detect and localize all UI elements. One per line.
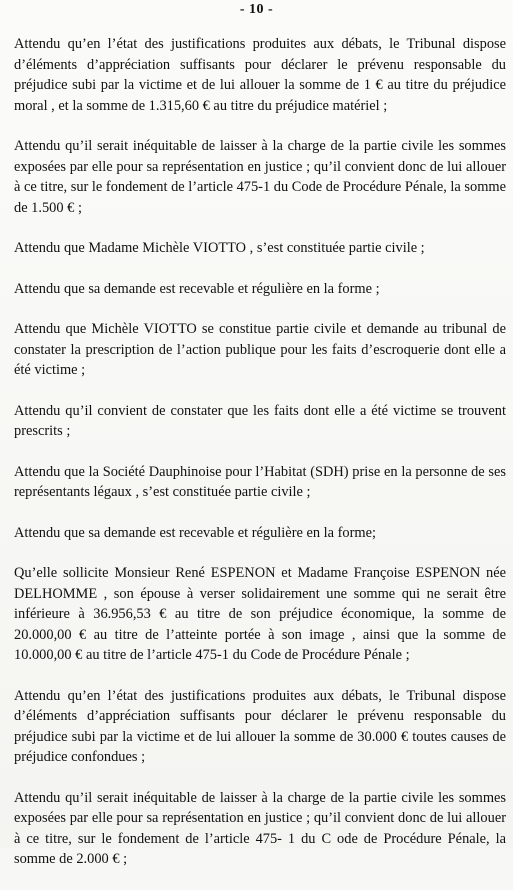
paragraph-sdh-partie-civile: Attendu que la Société Dauphinoise pour l’Habitat (SDH) prise en la personne de ses représentants légaux , s’est constituée partie civile ; — [14, 463, 506, 500]
paragraph-viotto-prescription: Attendu que Michèle VIOTTO se constitue partie civile et demande au tribunal de constater la prescription de l’action publique pour les faits d’escroquerie dont elle a été victime ; — [14, 321, 506, 378]
paragraph-demande-recevable-2: Attendu que sa demande est recevable et régulière en la forme; — [14, 524, 376, 541]
paragraph-prejudice-moral-materiel: Attendu qu’en l’état des justifications produites aux débats, le Tribunal dispose d’éléments d’appréciation suffisants pour déclarer le prévenu responsable du préjudice subi par la victime et de lui allouer la somme de 1 € au titre du préjudice moral , et la somme de 1.315,60 € au titre du préjudice matériel ; — [14, 36, 506, 114]
paragraph-frais-representation-2: Attendu qu’il serait inéquitable de laisser à la charge de la partie civile les sommes exposées par elle pour sa représentation en justice ; qu’il convient donc de lui allouer à ce titre, sur le fondement de l’article 475- 1 du C ode de Procédure Pénale, la somme de 2.000 € ; — [14, 789, 506, 867]
paragraph-prejudice-confondu: Attendu qu’en l’état des justifications produites aux débats, le Tribunal dispose d’éléments d’appréciation suffisants pour déclarer le prévenu responsable du préjudice subi par la victime et de lui allouer la somme de 30.000 € toutes causes de préjudice confondues ; — [14, 687, 506, 765]
paragraph-sollicitation-espenon: Qu’elle sollicite Monsieur René ESPENON et Madame Françoise ESPENON née DELHOMME , son épouse à verser solidairement une somme qui ne serait être inférieure à 36.956,53 € au titre de son préjudice économique, la somme de 20.000,00 € au titre de l’atteinte portée à son image , ainsi que la somme de 10.000,00 € au titre de l’article 475-1 du Code de Procédure Pénale ; — [14, 565, 506, 663]
document-body — [14, 34, 506, 890]
paragraph-frais-representation-1: Attendu qu’il serait inéquitable de laisser à la charge de la partie civile les sommes exposées par elle pour sa représentation en justice ; qu’il convient donc de lui allouer à ce titre, sur le fondement de l’article 475-1 du Code de Procédure Pénale, la somme de 1.500 € ; — [14, 138, 506, 216]
paragraph-viotto-partie-civile: Attendu que Madame Michèle VIOTTO , s’est constituée partie civile ; — [14, 240, 425, 256]
paragraph-demande-recevable-1: Attendu que sa demande est recevable et régulière en la forme ; — [14, 280, 380, 297]
paragraph-faits-prescrits: Attendu qu’il convient de constater que les faits dont elle a été victime se trouvent prescrits ; — [14, 402, 506, 439]
page-number: - 10 - — [239, 2, 274, 17]
